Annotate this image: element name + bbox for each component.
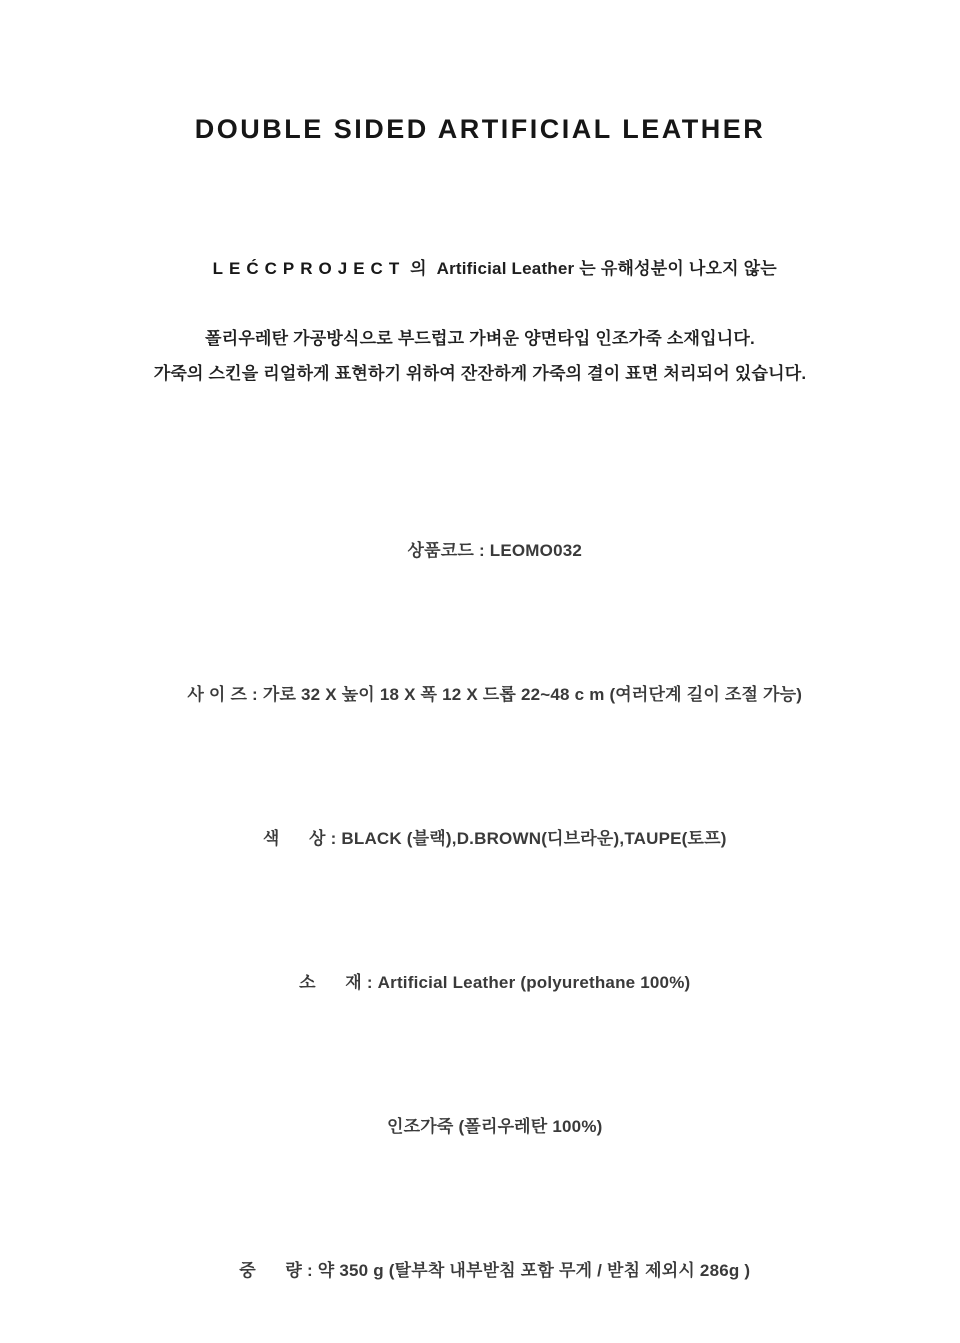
brand-logo-text: LEĆCPROJECT — [212, 259, 406, 278]
spec-label: 중 량 — [239, 1261, 303, 1280]
page-title: DOUBLE SIDED ARTIFICIAL LEATHER — [194, 114, 766, 144]
spec-row-color — [0, 767, 960, 911]
spec-value: LEOMO032 — [489, 541, 583, 560]
spec-label: 사 이 즈 — [187, 685, 248, 704]
intro-line-3: 가죽의 스킨을 리얼하게 표현하기 위하여 잔잔하게 가죽의 결이 표면 처리되어 있습니다. — [153, 364, 807, 383]
spec-separator: : — [302, 1261, 318, 1280]
intro-paragraph — [0, 216, 960, 391]
intro-line-1-text: 의 Artificial Leather 는 유해성분이 나오지 않는 — [405, 259, 777, 278]
spec-separator: : — [474, 541, 490, 560]
spec-row-material-detail — [0, 1055, 960, 1199]
spec-value: Artificial Leather (polyurethane 100%) — [377, 973, 691, 992]
spec-value: 가로 32 X 높이 18 X 폭 12 X 드롭 22~48 c m (여러단계 길이 조절 가능) — [262, 685, 803, 704]
spec-row-product-code — [0, 479, 960, 623]
intro-line-2: 폴리우레탄 가공방식으로 부드럽고 가벼운 양면타입 인조가죽 소재입니다. — [205, 329, 755, 348]
spec-value: 인조가죽 (폴리우레탄 100%) — [387, 1117, 603, 1136]
product-specs — [0, 479, 960, 1343]
spec-separator: : — [325, 829, 342, 848]
spec-row-weight — [0, 1199, 960, 1343]
spec-value: 약 350 g (탈부착 내부받침 포함 무게 / 받침 제외시 286g ) — [317, 1261, 751, 1280]
spec-separator: : — [361, 973, 378, 992]
spec-label: 색 상 — [262, 829, 326, 848]
spec-row-material — [0, 911, 960, 1055]
spec-value: BLACK (블랙),D.BROWN(디브라운),TAUPE(토프) — [341, 829, 727, 848]
intro-line-1 — [0, 216, 960, 321]
spec-row-size — [0, 623, 960, 767]
spec-label: 상품코드 — [407, 541, 475, 560]
spec-separator: : — [247, 685, 263, 704]
spec-label: 소 재 — [299, 973, 362, 992]
